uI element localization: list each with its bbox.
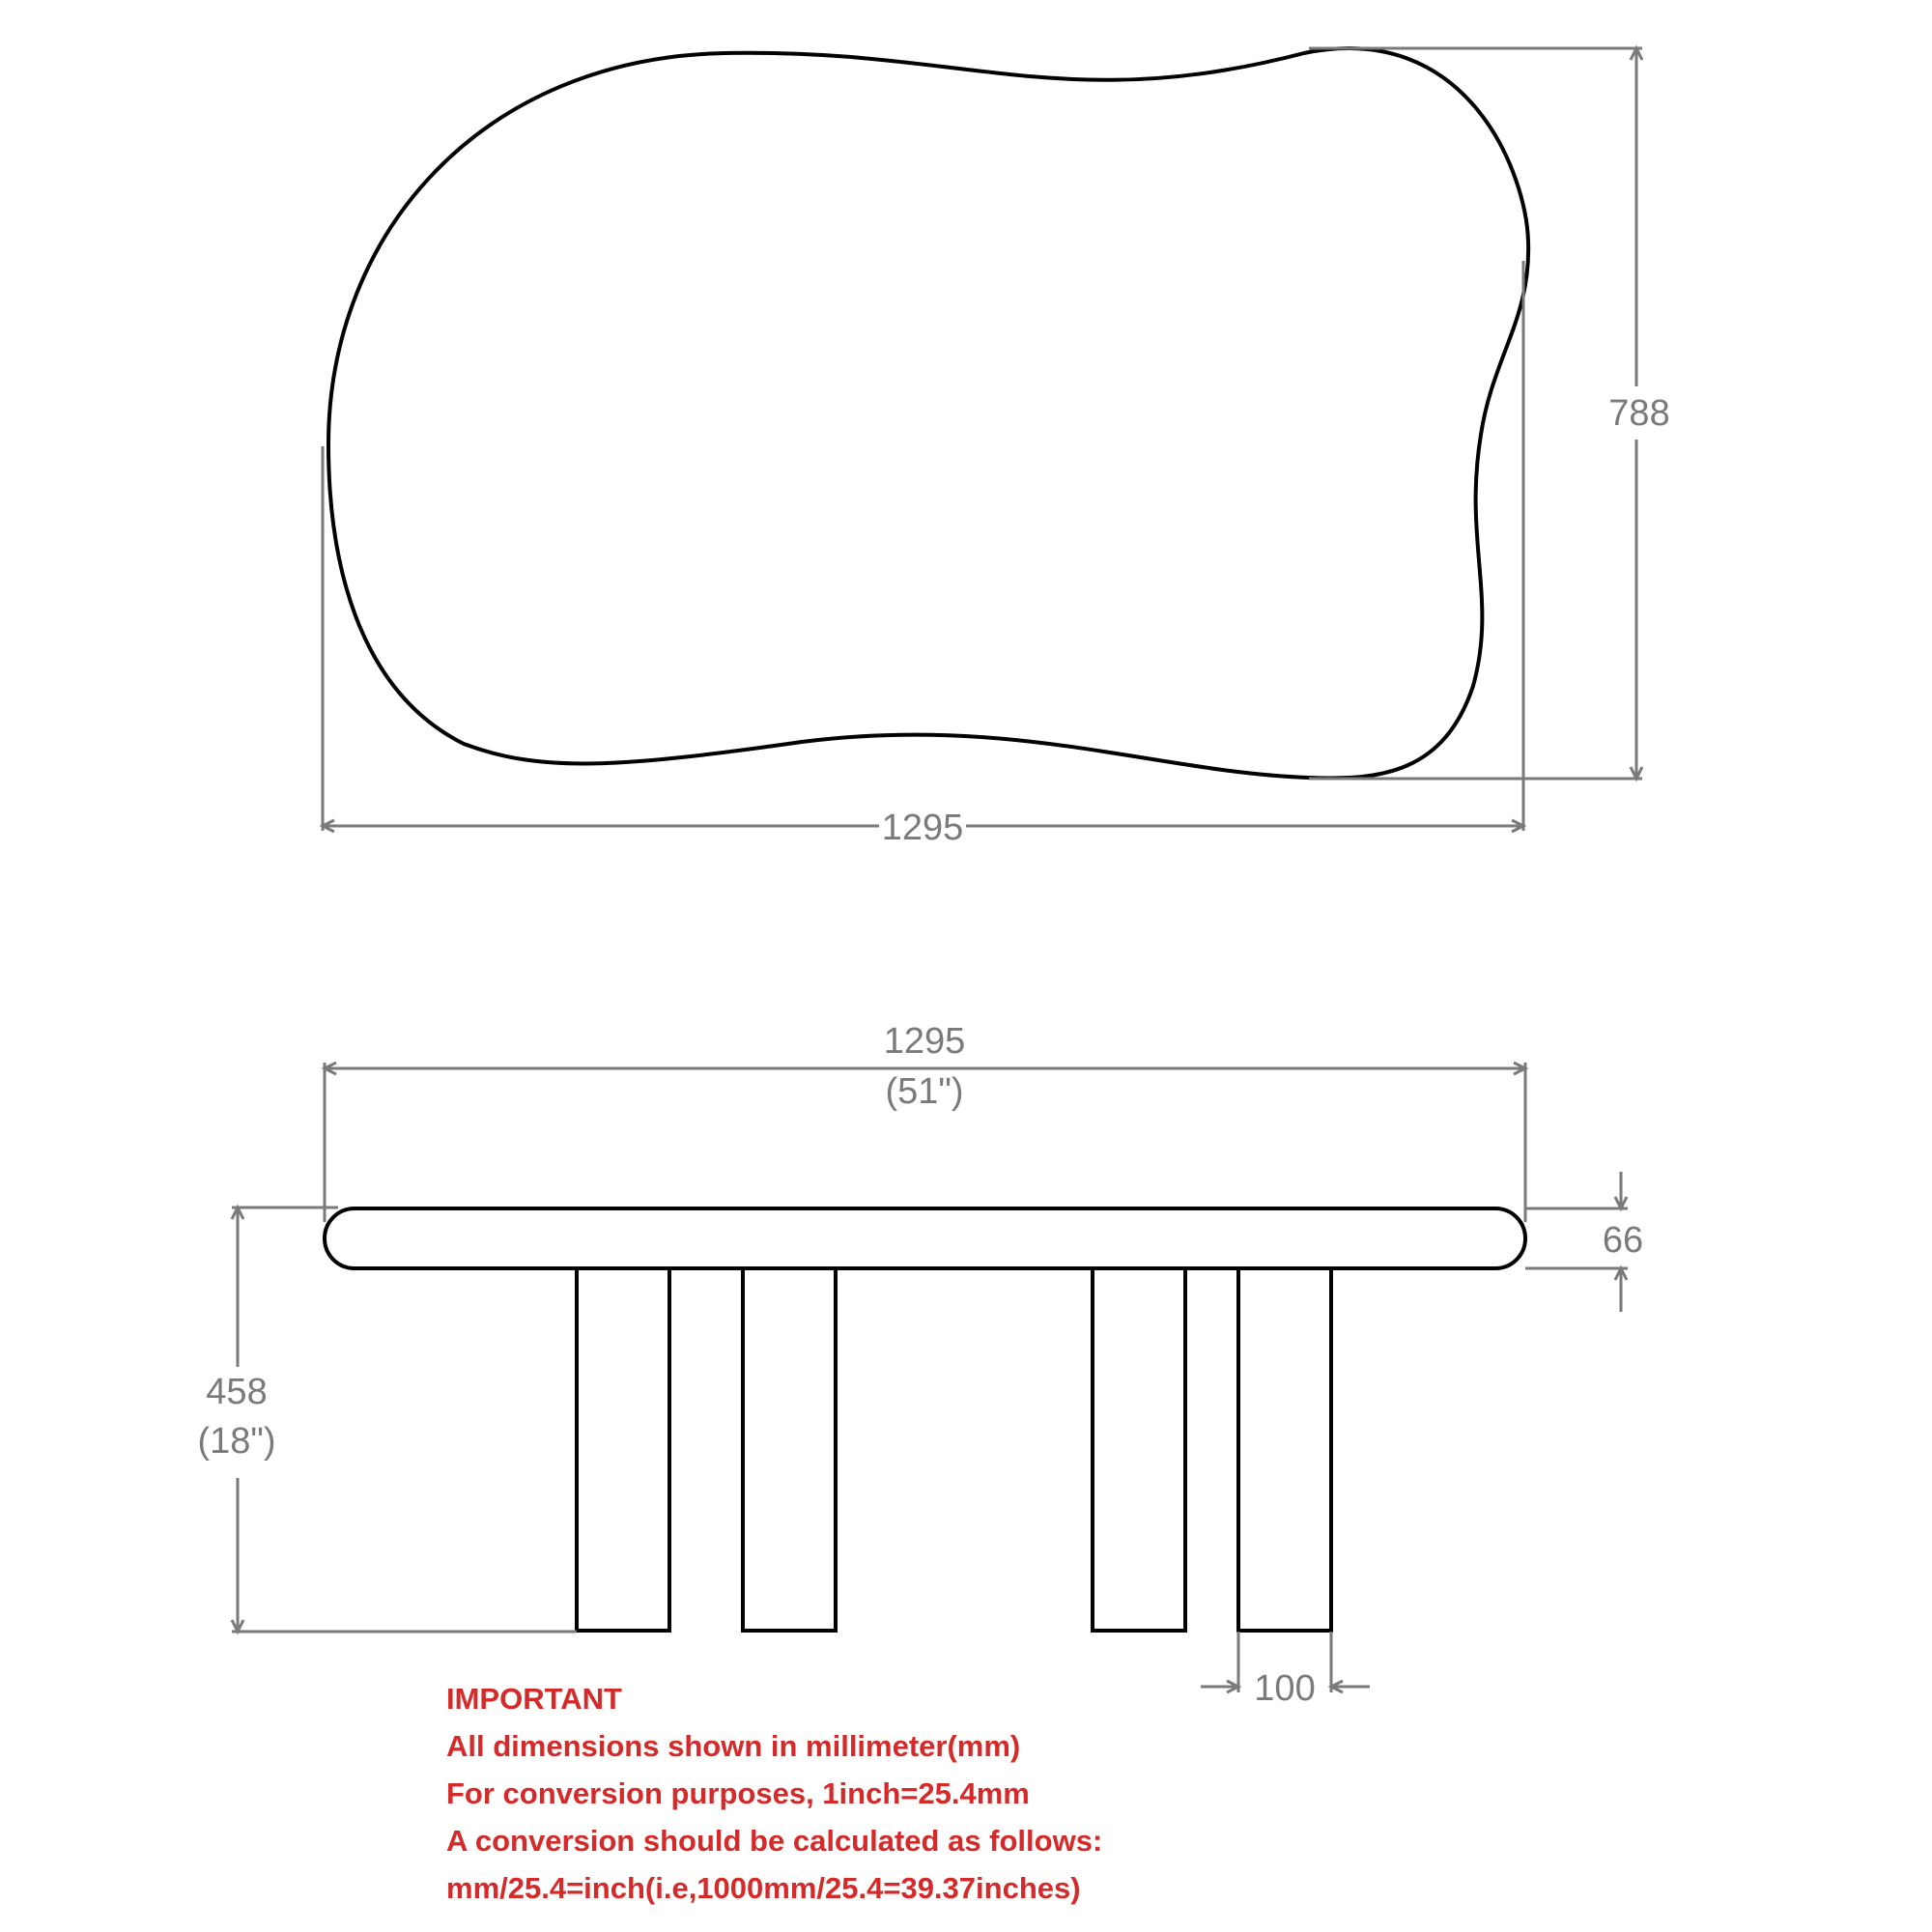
thickness-label: 66 [1602,1220,1644,1261]
note-line-2: For conversion purposes, 1inch=25.4mm [446,1776,1030,1810]
note-line-3: A conversion should be calculated as follows: [446,1824,1103,1858]
leg-1 [577,1268,669,1631]
side-view [197,1021,1643,1709]
tabletop-side [325,1208,1525,1268]
width-label: 1295 [881,808,964,848]
leg-2 [743,1268,836,1631]
tabletop-outline [328,48,1528,778]
depth-label: 788 [1608,393,1670,434]
side-width-inch-label: (51") [885,1071,964,1112]
width-dimension [323,261,1523,832]
leg-3 [1093,1268,1185,1631]
note-heading: IMPORTANT [446,1682,622,1716]
note-line-4: mm/25.4=inch(i.e,1000mm/25.4=39.37inches) [446,1871,1081,1905]
side-width-label: 1295 [883,1021,966,1062]
note-line-1: All dimensions shown in millimeter(mm) [446,1729,1021,1763]
height-label: 458 [206,1372,268,1412]
leg-4 [1238,1268,1331,1631]
height-inch-label: (18") [197,1421,276,1462]
top-view [323,48,1670,848]
height-dimension [232,1208,577,1632]
leg-width-label: 100 [1254,1668,1316,1709]
